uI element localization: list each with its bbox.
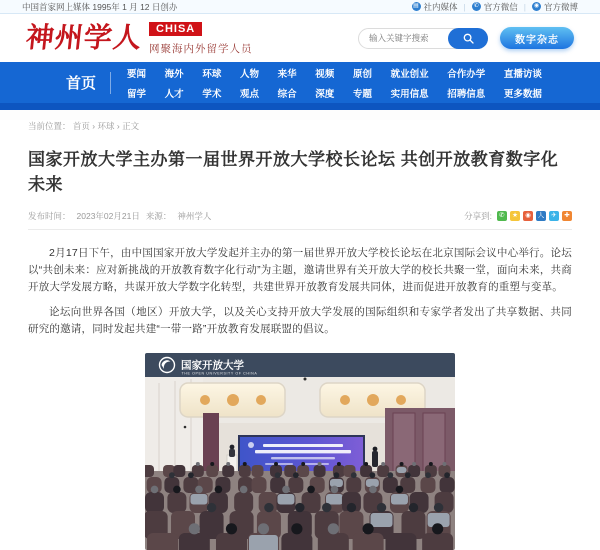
nav-col-4 [240, 66, 259, 100]
share-tencent-weibo-icon[interactable]: ✈ [549, 211, 559, 221]
nav-col-9 [447, 66, 485, 100]
nav-item-guandian[interactable]: 观点 [239, 88, 259, 100]
logo-badge: CHISA [149, 22, 202, 36]
search-box [358, 28, 488, 49]
nav-item-hezuo[interactable]: 合作办学 [447, 68, 486, 80]
official-wechat-label: 官方微信 [483, 1, 518, 12]
share-qzone-icon[interactable]: ★ [510, 211, 520, 221]
logo-extra [149, 22, 253, 56]
nav-col-7 [353, 66, 372, 100]
nav-col-6 [315, 66, 334, 100]
nav-col-3 [202, 66, 221, 100]
nav-col-2 [165, 66, 184, 100]
breadcrumb-label: 当前位置： [28, 121, 71, 131]
article-page [0, 120, 600, 550]
nav-item-shiyong[interactable]: 实用信息 [390, 88, 429, 100]
nav-col-8 [391, 66, 429, 100]
main-nav [0, 62, 600, 103]
nav-item-laihua[interactable]: 来华 [277, 68, 297, 80]
site-slogan: 中国首家网上媒体 1995年 1 月 12 日创办 [22, 1, 178, 12]
article-paragraph: 论坛向世界各国（地区）开放大学，以及关心支持开放大学发展的国际组织和专家学者发出了共享数据、共同研究的邀请，同时发起共建“一带一路”开放教育发展联盟的倡议。 [28, 306, 572, 336]
header-tools [358, 27, 574, 49]
logo-tagline: 网聚海内外留学人员 [149, 43, 253, 55]
nav-item-yaowen[interactable]: 要闻 [127, 68, 147, 80]
top-utility-bar [0, 0, 600, 14]
nav-divider [110, 72, 111, 94]
share-weibo-icon[interactable]: ◉ [523, 211, 533, 221]
nav-col-5 [278, 66, 297, 100]
nav-item-haiwai[interactable]: 海外 [164, 68, 184, 80]
logo-title: 神州学人 [24, 22, 144, 53]
official-weibo-link[interactable] [532, 1, 578, 13]
nav-bottom-strip [0, 103, 600, 110]
publish-label: 发布时间： [28, 211, 71, 221]
digital-magazine-button[interactable]: 数字杂志 [500, 27, 574, 49]
article-meta [28, 210, 572, 222]
source-label: 来源： [145, 211, 172, 221]
nav-col-10 [504, 66, 542, 100]
nav-item-huanqiu[interactable]: 环球 [202, 68, 222, 80]
nav-item-rencai[interactable]: 人才 [164, 88, 184, 100]
breadcrumb-sep: › [92, 121, 96, 131]
share-wechat-icon[interactable]: ✆ [497, 211, 507, 221]
topbar-links [412, 1, 578, 13]
photo-banner-subtitle: THE OPEN UNIVERSITY OF CHINA [181, 371, 258, 376]
meta-divider [28, 229, 572, 230]
breadcrumb-home[interactable]: 首页 [72, 121, 90, 131]
wechat-icon: ✆ [473, 3, 479, 9]
nav-item-gengduo[interactable]: 更多数据 [503, 88, 542, 100]
separator: | [523, 1, 526, 12]
audience-crowd [145, 462, 455, 550]
search-button[interactable] [448, 28, 488, 49]
share-more-icon[interactable]: ✚ [562, 211, 572, 221]
nav-item-zhuanti[interactable]: 专题 [352, 88, 372, 100]
separator: | [463, 1, 466, 12]
nav-item-jiuye[interactable]: 就业创业 [390, 68, 429, 80]
official-weibo-label: 官方微博 [543, 1, 578, 12]
nav-item-xueshu[interactable]: 学术 [202, 88, 222, 100]
search-icon [463, 33, 474, 44]
breadcrumb-sep: › [116, 121, 120, 131]
conference-photo-svg [145, 353, 455, 550]
nav-item-zhibo[interactable]: 直播访谈 [503, 68, 542, 80]
nav-item-yuanchuang[interactable]: 原创 [352, 68, 372, 80]
nav-item-liuxue[interactable]: 留学 [127, 88, 147, 100]
publish-info [28, 210, 217, 222]
breadcrumb-current: 正文 [122, 121, 140, 131]
article-title: 国家开放大学主办第一届世界开放大学校长论坛 共创开放教育数字化未来 [28, 150, 559, 194]
nav-item-zhaopin[interactable]: 招聘信息 [447, 88, 486, 100]
nav-item-shipin[interactable]: 视频 [315, 68, 335, 80]
internal-media-link[interactable] [412, 1, 458, 13]
share-label: 分享到: [464, 211, 492, 221]
site-header [0, 14, 600, 62]
breadcrumb [28, 120, 572, 132]
site-logo[interactable] [26, 20, 253, 56]
photo-banner-title: 国家开放大学 [181, 359, 244, 372]
share-renren-icon[interactable]: 人 [537, 212, 545, 219]
article-paragraph: 2月17日下午，由中国国家开放大学发起并主办的第一届世界开放大学校长论坛在北京国际会议中心举行。论坛以“共创未来：应对新挑战的开放教育数字化行动”为主题，邀请世界有关开放大学的校长共聚一堂，面向未来，共商开放大学发展方略，共谋开放大学数字化转型，共建世界开放教育发展共同体，进而促进开放教育的重塑与变革。 [28, 247, 572, 293]
breadcrumb-section[interactable]: 环球 [97, 121, 115, 131]
nav-col-1 [127, 66, 146, 100]
share-bar [464, 210, 572, 222]
source-value: 神州学人 [177, 211, 212, 221]
nav-columns [127, 66, 542, 100]
publish-date: 2023年02月21日 [76, 211, 140, 221]
internal-media-label: 社内媒体 [423, 1, 458, 12]
media-icon: ▤ [413, 3, 419, 9]
nav-item-shendu[interactable]: 深度 [315, 88, 335, 100]
nav-home[interactable]: 首页 [66, 75, 97, 92]
nav-item-renwu[interactable]: 人物 [239, 68, 259, 80]
nav-item-zonghe[interactable]: 综合 [277, 88, 297, 100]
article-photo [145, 353, 455, 550]
weibo-icon: ◉ [533, 3, 540, 9]
search-input[interactable] [359, 33, 448, 43]
official-wechat-link[interactable] [472, 1, 518, 13]
